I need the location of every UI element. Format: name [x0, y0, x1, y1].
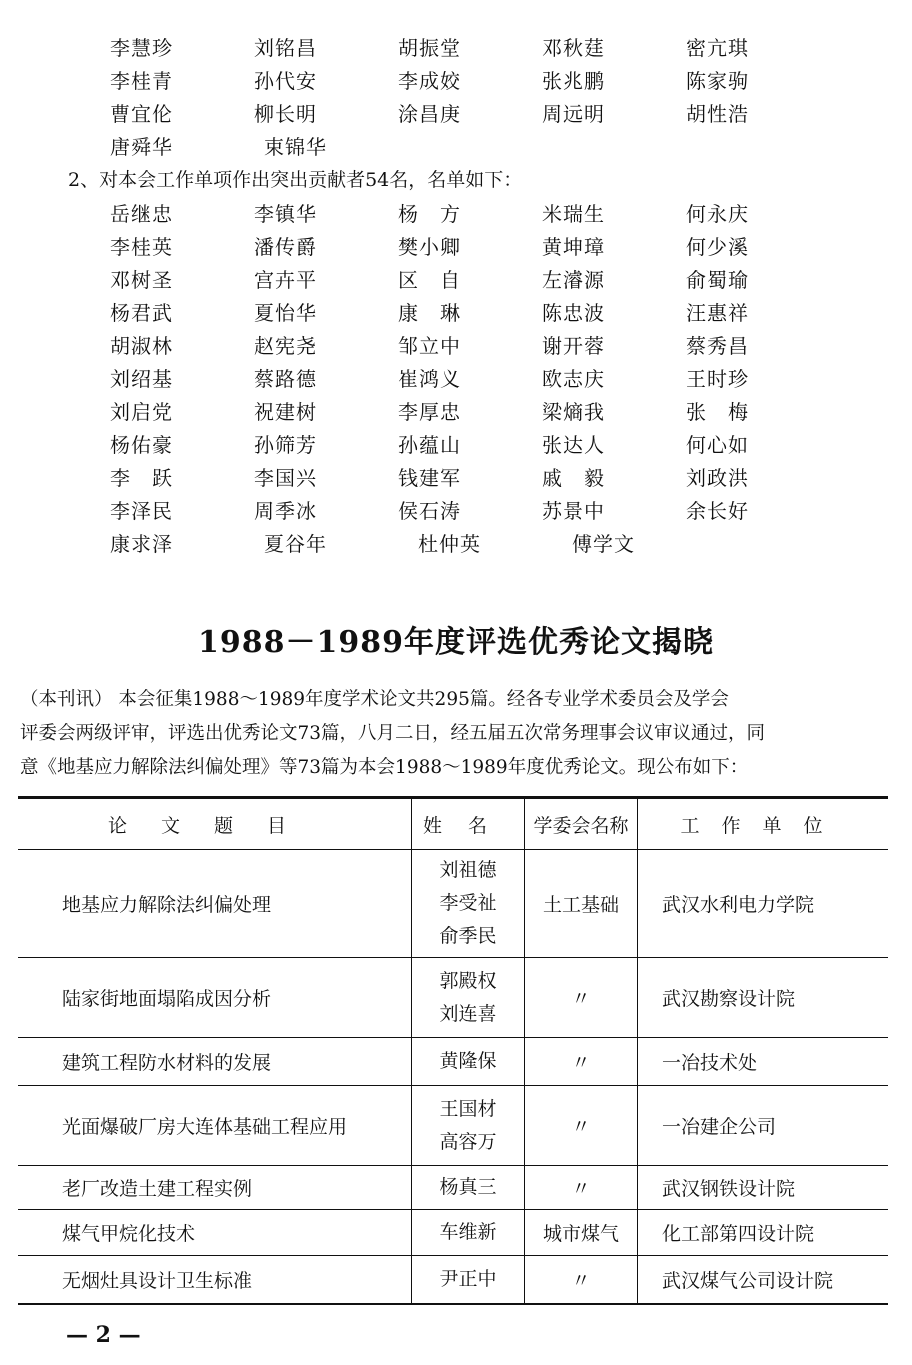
- table-row: [18, 1256, 888, 1304]
- author-cell: [412, 958, 525, 1038]
- person-name: 周远明: [542, 102, 605, 126]
- person-name: 邓树圣: [110, 268, 173, 292]
- person-name: 孙蕴山: [398, 433, 461, 457]
- committee-name: 〃: [525, 1086, 638, 1166]
- person-name: 陈忠波: [542, 301, 605, 325]
- person-name: 俞蜀瑜: [686, 268, 749, 292]
- person-name: 柳长明: [254, 102, 317, 126]
- committee-name: 土工基础: [525, 850, 638, 958]
- person-name: 李 跃: [110, 466, 173, 490]
- author-name: 俞季民: [439, 925, 497, 947]
- honoree-list-single-contribution: [110, 196, 830, 559]
- item-2-heading: 2、对本会工作单项作出突出贡献者54名，名单如下：: [68, 169, 523, 191]
- paper-title: 光面爆破厂房大连体基础工程应用: [18, 1086, 412, 1166]
- work-unit: 武汉钢铁设计院: [638, 1166, 889, 1210]
- table-row: [18, 1038, 888, 1086]
- name-row: [110, 328, 830, 361]
- table-row: [18, 1086, 888, 1166]
- name-row: [110, 63, 830, 96]
- person-name: 左濬源: [542, 268, 605, 292]
- person-name: 杜仲英: [418, 532, 481, 556]
- name-row: [110, 295, 830, 328]
- person-name: 欧志庆: [542, 367, 605, 391]
- work-unit: 武汉勘察设计院: [638, 958, 889, 1038]
- author-name: 李受祉: [439, 892, 497, 914]
- person-name: 康 琳: [398, 301, 461, 325]
- author-name: 黄隆保: [439, 1050, 497, 1072]
- table-row: [18, 958, 888, 1038]
- announcement-paragraph: [20, 683, 892, 785]
- person-name: 黄坤璋: [542, 235, 605, 259]
- work-unit: 一冶建企公司: [638, 1086, 889, 1166]
- person-name: 孙筛芳: [254, 433, 317, 457]
- table-row: [18, 850, 888, 958]
- author-name: 尹正中: [439, 1267, 497, 1290]
- person-name: 杨佑豪: [110, 433, 173, 457]
- committee-name: 城市煤气: [525, 1210, 638, 1256]
- name-row: [110, 262, 830, 295]
- author-name: 杨真三: [439, 1176, 497, 1198]
- person-name: 涂昌庚: [398, 102, 461, 126]
- person-name: 唐舜华: [110, 135, 173, 159]
- person-name: 邓秋莛: [542, 36, 605, 60]
- person-name: 李成姣: [398, 69, 461, 93]
- person-name: 宫卉平: [254, 268, 317, 292]
- person-name: 李泽民: [110, 499, 173, 523]
- author-name: 刘祖德: [439, 859, 497, 881]
- person-name: 李国兴: [254, 466, 317, 490]
- author-name: 刘连喜: [439, 1002, 497, 1025]
- person-name: 张达人: [542, 433, 605, 457]
- paragraph-line: （本刊讯） 本会征集1988～1989年度学术论文共295篇。经各专业学术委员会及学会: [20, 689, 729, 710]
- person-name: 张 梅: [686, 400, 749, 424]
- person-name: 樊小卿: [398, 235, 461, 259]
- person-name: 何少溪: [686, 235, 749, 259]
- person-name: 曹宜伦: [110, 102, 173, 126]
- person-name: 赵宪尧: [254, 334, 317, 358]
- person-name: 戚 毅: [542, 466, 605, 490]
- person-name: 何永庆: [686, 202, 749, 226]
- author-cell: [412, 1086, 525, 1166]
- person-name: 刘铭昌: [254, 36, 317, 60]
- person-name: 胡性浩: [686, 102, 749, 126]
- person-name: 张兆鹏: [542, 69, 605, 93]
- name-row: [110, 361, 830, 394]
- header-name: 姓名: [412, 798, 525, 850]
- person-name: 梁熵我: [542, 400, 605, 424]
- committee-name: 〃: [525, 1166, 638, 1210]
- name-row: [110, 129, 830, 162]
- name-row: [110, 96, 830, 129]
- person-name: 王时珍: [686, 367, 749, 391]
- committee-name: 〃: [525, 1256, 638, 1304]
- person-name: 蔡路德: [254, 367, 317, 391]
- person-name: 潘传爵: [254, 235, 317, 259]
- name-row: [110, 229, 830, 262]
- name-row: [110, 493, 830, 526]
- person-name: 康求泽: [110, 532, 173, 556]
- person-name: 胡淑林: [110, 334, 173, 358]
- name-row: [110, 30, 830, 63]
- person-name: 夏怡华: [254, 301, 317, 325]
- person-name: 李镇华: [254, 202, 317, 226]
- paper-title: 煤气甲烷化技术: [18, 1210, 412, 1256]
- author-name: 郭殿权: [439, 969, 497, 992]
- person-name: 汪惠祥: [686, 301, 749, 325]
- person-name: 岳继忠: [110, 202, 173, 226]
- person-name: 傅学文: [572, 532, 635, 556]
- person-name: 苏景中: [542, 499, 605, 523]
- person-name: 谢开蓉: [542, 334, 605, 358]
- header-committee: 学委会名称: [525, 798, 638, 850]
- person-name: 李桂英: [110, 235, 173, 259]
- article-headline: 1988－1989年度评选优秀论文揭晓: [198, 625, 714, 660]
- person-name: 夏谷年: [264, 532, 327, 556]
- work-unit: 武汉煤气公司设计院: [638, 1256, 889, 1304]
- person-name: 周季冰: [254, 499, 317, 523]
- paper-title: 无烟灶具设计卫生标准: [18, 1256, 412, 1304]
- author-name: 高容万: [439, 1130, 497, 1153]
- author-name: 王国材: [439, 1097, 497, 1120]
- name-row: [110, 460, 830, 493]
- person-name: 侯石涛: [398, 499, 461, 523]
- person-name: 祝建树: [254, 400, 317, 424]
- name-row: [110, 394, 830, 427]
- person-name: 陈家驹: [686, 69, 749, 93]
- paper-title: 地基应力解除法纠偏处理: [18, 850, 412, 958]
- person-name: 李慧珍: [110, 36, 173, 60]
- person-name: 李厚忠: [398, 400, 461, 424]
- committee-name: 〃: [525, 1038, 638, 1086]
- person-name: 胡振堂: [398, 36, 461, 60]
- person-name: 区 自: [398, 268, 461, 292]
- author-name: 车维新: [439, 1221, 497, 1243]
- person-name: 杨 方: [398, 202, 461, 226]
- name-row: [110, 526, 830, 559]
- honoree-list-top: [110, 30, 830, 162]
- page-number: — 2 —: [66, 1322, 141, 1348]
- person-name: 李桂青: [110, 69, 173, 93]
- person-name: 米瑞生: [542, 202, 605, 226]
- paper-title: 老厂改造土建工程实例: [18, 1166, 412, 1210]
- table-header-row: [18, 798, 888, 850]
- person-name: 崔鸿义: [398, 367, 461, 391]
- person-name: 何心如: [686, 433, 749, 457]
- table-row: [18, 1166, 888, 1210]
- person-name: 刘绍基: [110, 367, 173, 391]
- paragraph-line: 评委会两级评审，评选出优秀论文73篇，八月二日，经五届五次常务理事会议审议通过，同: [20, 723, 766, 744]
- name-row: [110, 196, 830, 229]
- header-unit: 工作单位: [638, 798, 889, 850]
- name-row: [110, 427, 830, 460]
- paragraph-line: 意《地基应力解除法纠偏处理》等73篇为本会1988～1989年度优秀论文。现公布如下：: [20, 757, 749, 778]
- header-title: 论文题目: [18, 798, 412, 850]
- person-name: 束锦华: [264, 135, 327, 159]
- person-name: 密亢琪: [686, 36, 749, 60]
- author-cell: [412, 1256, 525, 1304]
- person-name: 余长好: [686, 499, 749, 523]
- award-table: [18, 796, 888, 1305]
- author-cell: [412, 850, 525, 958]
- person-name: 蔡秀昌: [686, 334, 749, 358]
- author-cell: [412, 1038, 525, 1086]
- person-name: 孙代安: [254, 69, 317, 93]
- author-cell: [412, 1166, 525, 1210]
- work-unit: 武汉水利电力学院: [638, 850, 889, 958]
- work-unit: 一冶技术处: [638, 1038, 889, 1086]
- person-name: 邹立中: [398, 334, 461, 358]
- author-cell: [412, 1210, 525, 1256]
- person-name: 刘政洪: [686, 466, 749, 490]
- committee-name: 〃: [525, 958, 638, 1038]
- person-name: 刘启党: [110, 400, 173, 424]
- table-row: [18, 1210, 888, 1256]
- person-name: 钱建军: [398, 466, 461, 490]
- paper-title: 陆家街地面塌陷成因分析: [18, 958, 412, 1038]
- paper-title: 建筑工程防水材料的发展: [18, 1038, 412, 1086]
- person-name: 杨君武: [110, 301, 173, 325]
- work-unit: 化工部第四设计院: [638, 1210, 889, 1256]
